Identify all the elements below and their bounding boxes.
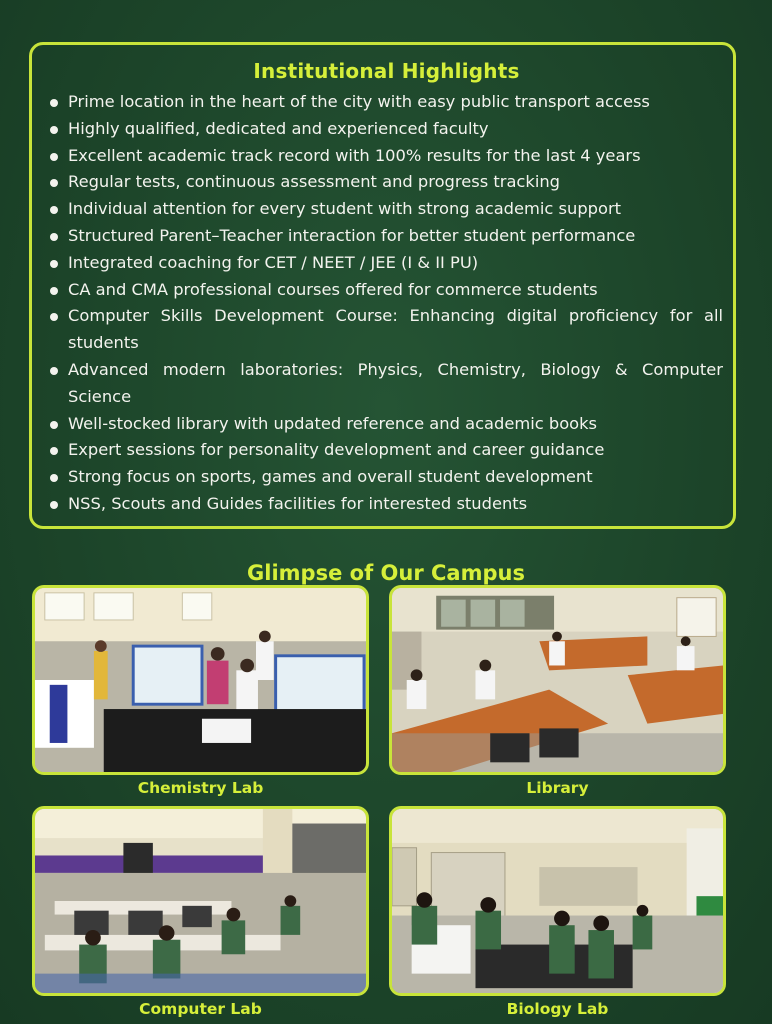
computer-lab-caption: Computer Lab bbox=[139, 1000, 262, 1018]
highlight-item: Structured Parent–Teacher interaction for better student performance bbox=[50, 223, 723, 250]
highlight-item: Strong focus on sports, games and overall student development bbox=[50, 464, 723, 491]
highlight-item: Integrated coaching for CET / NEET / JEE (I & II PU) bbox=[50, 250, 723, 277]
highlight-item: Well-stocked library with updated reference and academic books bbox=[50, 411, 723, 438]
highlight-item: Advanced modern laboratories: Physics, Chemistry, Biology & Computer Science bbox=[50, 357, 723, 411]
highlights-list bbox=[50, 89, 723, 518]
library-caption: Library bbox=[526, 779, 589, 797]
highlight-item: Individual attention for every student with strong academic support bbox=[50, 196, 723, 223]
chemistry-lab-caption: Chemistry Lab bbox=[137, 779, 264, 797]
highlight-item: Computer Skills Development Course: Enhancing digital proficiency for all students bbox=[50, 303, 723, 357]
chemistry-lab-photo bbox=[32, 585, 369, 775]
highlight-item: CA and CMA professional courses offered for commerce students bbox=[50, 277, 723, 304]
highlight-item: NSS, Scouts and Guides facilities for interested students bbox=[50, 491, 723, 518]
highlight-item: Highly qualified, dedicated and experienced faculty bbox=[50, 116, 723, 143]
highlight-item: Regular tests, continuous assessment and progress tracking bbox=[50, 169, 723, 196]
campus-title: Glimpse of Our Campus bbox=[247, 561, 525, 586]
highlights-panel bbox=[29, 42, 736, 529]
computer-lab-photo bbox=[32, 806, 369, 996]
library-photo bbox=[389, 585, 726, 775]
biology-lab-photo bbox=[389, 806, 726, 996]
highlights-title: Institutional Highlights bbox=[253, 59, 520, 83]
highlight-item: Excellent academic track record with 100% results for the last 4 years bbox=[50, 143, 723, 170]
biology-lab-caption: Biology Lab bbox=[506, 1000, 609, 1018]
highlight-item: Expert sessions for personality development and career guidance bbox=[50, 437, 723, 464]
highlight-item: Prime location in the heart of the city with easy public transport access bbox=[50, 89, 723, 116]
